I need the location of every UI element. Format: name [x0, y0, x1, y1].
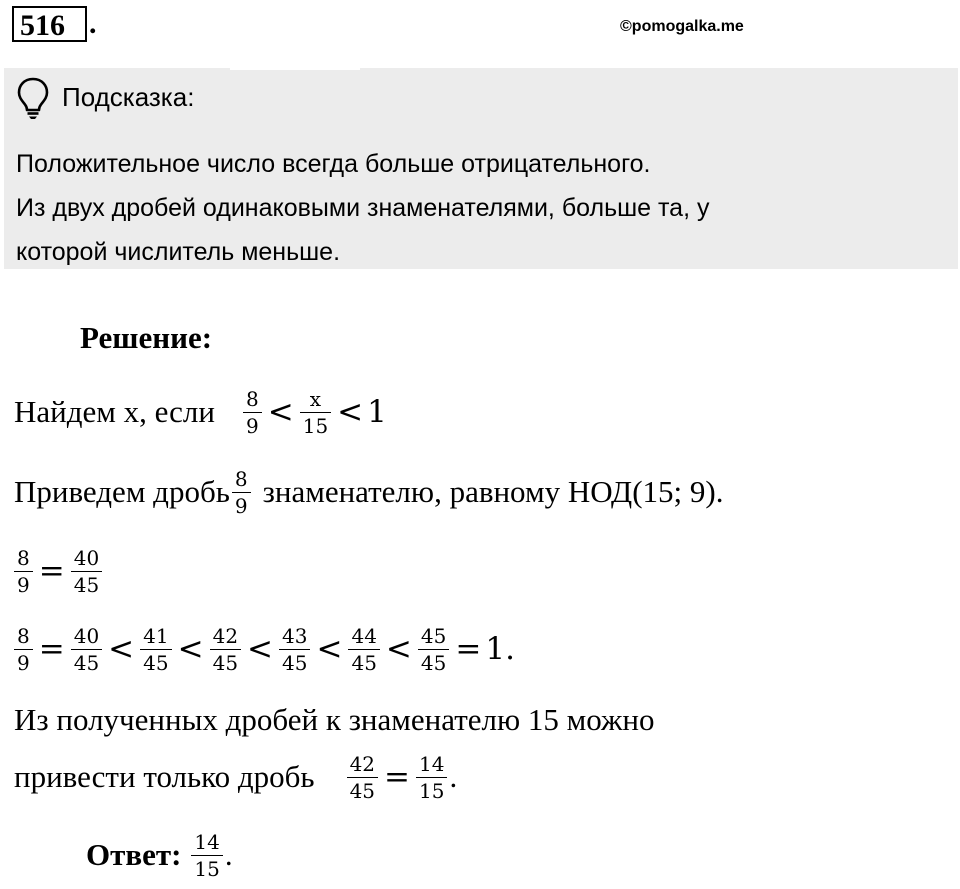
- fraction: $\frac{45}{45}$: [418, 623, 449, 676]
- problem-number-dot: .: [89, 7, 97, 40]
- line6-text: привести только дробь: [14, 759, 315, 794]
- fraction: $\frac{8}{9}$: [14, 545, 33, 598]
- equals-sign: =: [38, 553, 65, 589]
- lightbulb-icon: [16, 76, 50, 120]
- line2-text-a: Приведем дробь: [14, 474, 230, 509]
- hint-panel-notch: [230, 62, 360, 70]
- fraction: $\frac{8}{9}$: [232, 466, 251, 519]
- hint-line-2: Из двух дробей одинаковыми знаменателями, больше та, у: [16, 194, 710, 222]
- answer-fraction: $\frac{14}{15}$: [191, 829, 222, 882]
- solution-line-4: [12, 620, 515, 678]
- solution-heading: Решение:: [80, 320, 213, 355]
- equals-sign: =: [455, 631, 482, 667]
- solution-line-1: [14, 384, 387, 440]
- solution-line-2: [14, 464, 723, 520]
- equals-sign: =: [38, 631, 65, 667]
- hint-line-3: которой числитель меньше.: [16, 238, 341, 266]
- line2-text-b: знаменателю, равному НОД(15; 9).: [262, 474, 724, 509]
- fraction: $\frac{8}{9}$: [243, 386, 262, 439]
- fraction: $\frac{14}{15}$: [416, 751, 447, 804]
- fraction: $\frac{40}{45}$: [71, 623, 102, 676]
- problem-number: 516: [20, 9, 65, 42]
- period: .: [224, 837, 233, 872]
- chain-result: 1.: [485, 631, 515, 667]
- solution-line-5: Из полученных дробей к знаменателю 15 можно: [14, 702, 655, 737]
- less-than-sign: <: [177, 631, 204, 667]
- answer-label: Ответ:: [86, 837, 182, 872]
- fraction: $\frac{43}{45}$: [279, 623, 310, 676]
- solution-line-6: [14, 748, 457, 806]
- site-watermark: ©pomogalka.me: [620, 18, 744, 35]
- hint-title: Подсказка:: [62, 82, 195, 112]
- fraction: $\frac{42}{45}$: [210, 623, 241, 676]
- fraction: $\frac{44}{45}$: [348, 623, 379, 676]
- less-than-sign: <: [267, 394, 294, 430]
- solution-line-3: [12, 542, 104, 600]
- less-than-sign: <: [108, 631, 135, 667]
- less-than-sign: <: [316, 631, 343, 667]
- fraction: $\frac{42}{45}$: [347, 751, 378, 804]
- less-than-sign: <: [247, 631, 274, 667]
- hint-line-1: Положительное число всегда больше отрицательного.: [16, 150, 651, 178]
- fraction: $\frac{x}{15}$: [300, 386, 331, 439]
- fraction: $\frac{40}{45}$: [71, 545, 102, 598]
- fraction: $\frac{8}{9}$: [14, 623, 33, 676]
- equals-sign: =: [384, 759, 411, 795]
- problem-number-box: [12, 6, 87, 42]
- less-than-sign: <: [385, 631, 412, 667]
- line1-text: Найдем x, если: [14, 394, 215, 429]
- period: .: [449, 759, 458, 794]
- less-than-sign: <: [337, 394, 364, 430]
- answer-line: [86, 826, 233, 884]
- rhs-value: 1: [367, 394, 387, 430]
- fraction: $\frac{41}{45}$: [140, 623, 171, 676]
